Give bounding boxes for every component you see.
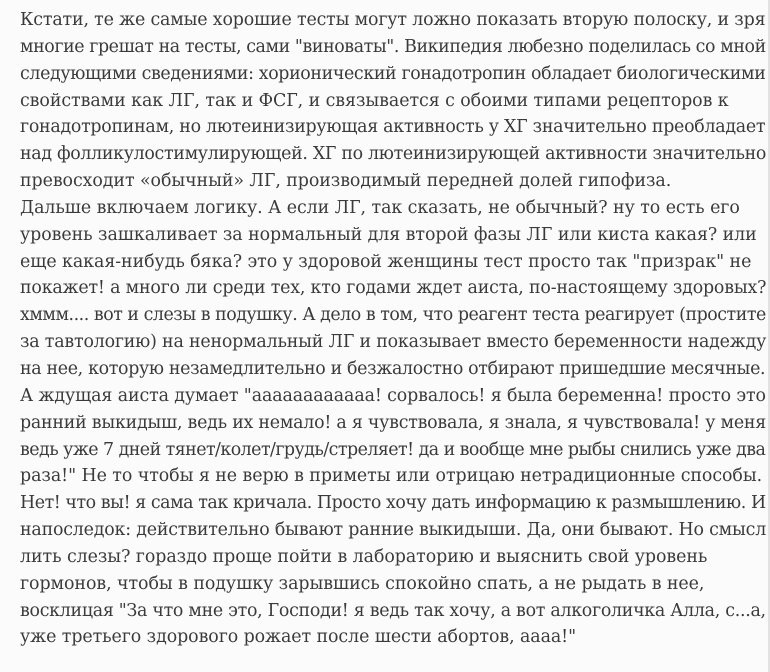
post-line: уже третьего здорового рожает после шести абортов, аааа!": [20, 627, 577, 648]
post-line: ранний выкидыш, ведь их немало! а я чувствовала, я знала, я чувствовала! у меня: [20, 412, 766, 433]
post-line: следующими сведениями: хорионический гонадотропин обладает биологическими: [20, 63, 766, 84]
post-line: покажет! а много ли среди тех, кто годами ждет аиста, по-настоящему здоровых?: [20, 278, 767, 299]
post-line: многие грешат на тесты, сами "виноваты". Википедия любезно поделилась со мной: [20, 36, 766, 57]
post-line: восклицая "За что мне это, Господи! я ведь так хочу, а вот алкоголичка Алла, с...а,: [20, 600, 766, 621]
post-line: над фолликулостимулирующей. ХГ по лютеинизирующей активности значительно: [20, 144, 767, 165]
post-body: [20, 7, 770, 651]
post-line: напоследок: действительно бывают ранние выкидыши. Да, они бывают. Но смысл: [20, 520, 767, 541]
post-line: Дальше включаем логику. А если ЛГ, так сказать, не обычный? ну то есть его: [20, 197, 740, 218]
post-line: ведь уже 7 дней тянет/колет/грудь/стреляет! да и вообще мне рыбы снились уже два: [20, 439, 766, 460]
post-line: гормонов, чтобы в подушку зарывшись спокойно спать, а не рыдать в нее,: [20, 573, 705, 594]
post-line: гонадотропинам, но лютеинизирующая активность у ХГ значительно преобладает: [20, 117, 766, 138]
post-line: уровень зашкаливает за нормальный для второй фазы ЛГ или киста какая? или: [20, 224, 757, 245]
post-line: свойствами как ЛГ, так и ФСГ, и связывается с обоими типами рецепторов к: [20, 90, 729, 111]
post-line: на нее, которую незамедлительно и безжалостно отбирают пришедшие месячные.: [20, 358, 766, 379]
post-line: Нет! что вы! я сама так кричала. Просто хочу дать информацию к размышлению. И: [20, 493, 766, 514]
post-line: Кстати, те же самые хорошие тесты могут ложно показать вторую полоску, и зря: [20, 10, 766, 30]
post-line: раза!" Не то чтобы я не верю в приметы или отрицаю нетрадиционные способы.: [20, 466, 763, 487]
post-line: за тавтологию) на ненормальный ЛГ и показывает вместо беременности надежду: [20, 332, 767, 353]
post-line: хммм.... вот и слезы в подушку. А дело в том, что реагент теста реагирует (простите: [20, 305, 766, 326]
post-line: еще какая-нибудь бяка? это у здоровой женщины тест просто так "призрак" не: [20, 251, 752, 272]
post-line: А ждущая аиста думает "аааааааааааа! сорвалось! я была беременна! просто это: [20, 385, 766, 406]
post-line: лить слезы? гораздо проще пойти в лабораторию и выяснить свой уровень: [20, 546, 708, 567]
post-line: превосходит «обычный» ЛГ, производимый передней долей гипофиза.: [20, 171, 672, 192]
